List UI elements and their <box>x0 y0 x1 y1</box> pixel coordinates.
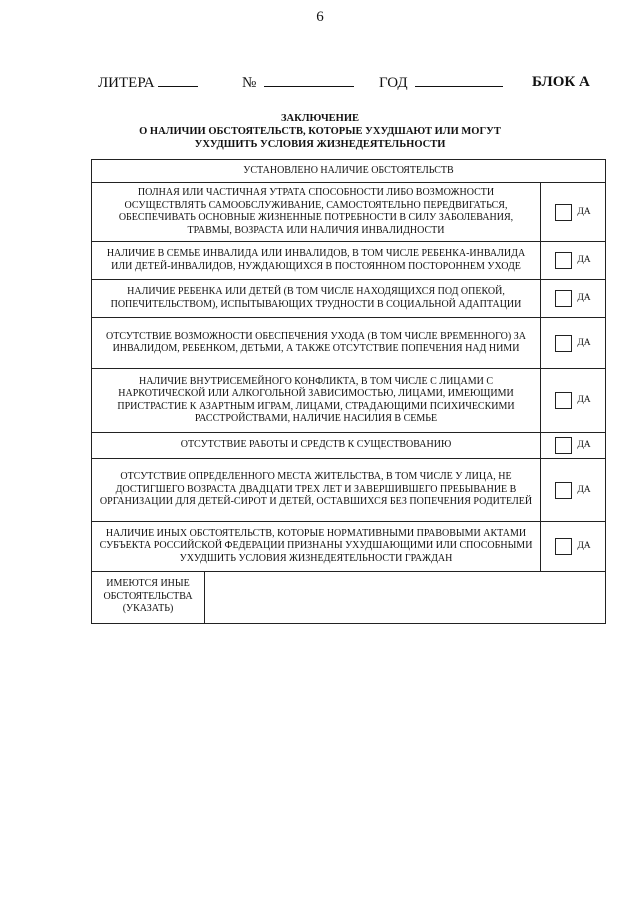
yes-checkbox[interactable] <box>555 437 572 454</box>
yes-label: ДА <box>577 255 591 266</box>
number-input-line[interactable] <box>264 74 354 87</box>
table-row <box>92 369 606 433</box>
litera-label: ЛИТЕРА <box>98 75 155 91</box>
table-row <box>92 242 606 280</box>
row-text: ПОЛНАЯ ИЛИ ЧАСТИЧНАЯ УТРАТА СПОСОБНОСТИ ЛИБО ВОЗМОЖНОСТИ ОСУЩЕСТВЛЯТЬ САМООБСЛУЖИВАНИЕ, САМОСТОЯТЕЛЬНО ПЕРЕДВИГАТЬСЯ, ОБЕСПЕЧИВАТЬ ОСНОВНЫЕ ЖИЗНЕННЫЕ ПОТРЕБНОСТИ В СИЛУ ЗАБОЛЕВАНИЯ, ТРАВМЫ, ВОЗРАСТА ИЛИ НАЛИЧИЯ ИНВАЛИДНОСТИ <box>92 183 541 242</box>
yes-checkbox[interactable] <box>555 392 572 409</box>
number-label: № <box>242 75 257 91</box>
yes-checkbox[interactable] <box>555 290 572 307</box>
yes-label: ДА <box>577 206 591 217</box>
table-row <box>92 459 606 522</box>
litera-input-line[interactable] <box>158 74 198 87</box>
yes-label: ДА <box>577 440 591 451</box>
table-row <box>92 280 606 318</box>
row-text: ОТСУТСТВИЕ РАБОТЫ И СРЕДСТВ К СУЩЕСТВОВАНИЮ <box>92 433 541 459</box>
other-circumstances-field[interactable] <box>205 572 606 624</box>
number-field <box>242 74 354 92</box>
table-row <box>92 433 606 459</box>
yes-label: ДА <box>577 541 591 552</box>
page-number: 6 <box>316 9 324 25</box>
litera-field <box>98 74 198 92</box>
row-text: ОТСУТСТВИЕ ОПРЕДЕЛЕННОГО МЕСТА ЖИТЕЛЬСТВА, В ТОМ ЧИСЛЕ У ЛИЦА, НЕ ДОСТИГШЕГО ВОЗРАСТА ДВАДЦАТИ ТРЕХ ЛЕТ И ЗАВЕРШИВШЕГО ПРЕБЫВАНИЕ В ОРГАНИЗАЦИИ ДЛЯ ДЕТЕЙ-СИРОТ И ДЕТЕЙ, ОСТАВШИХСЯ БЕЗ ПОПЕЧЕНИЯ РОДИТЕЛЕЙ <box>92 459 541 522</box>
yes-label: ДА <box>577 337 591 348</box>
title-line-1: ЗАКЛЮЧЕНИЕ <box>280 113 360 124</box>
year-field <box>379 74 503 92</box>
yes-checkbox[interactable] <box>555 252 572 269</box>
year-label: ГОД <box>379 75 408 91</box>
other-circumstances-row <box>92 572 606 624</box>
yes-checkbox[interactable] <box>555 482 572 499</box>
table-header: УСТАНОВЛЕНО НАЛИЧИЕ ОБСТОЯТЕЛЬСТВ <box>92 160 606 183</box>
document-title <box>0 112 640 151</box>
row-text: НАЛИЧИЕ ИНЫХ ОБСТОЯТЕЛЬСТВ, КОТОРЫЕ НОРМАТИВНЫМИ ПРАВОВЫМИ АКТАМИ СУБЪЕКТА РОССИЙСКОЙ ФЕДЕРАЦИИ ПРИЗНАНЫ УХУДШАЮЩИМИ ИЛИ СПОСОБНЫМИ УХУДШИТЬ УСЛОВИЯ ЖИЗНЕДЕЯТЕЛЬНОСТИ ГРАЖДАН <box>92 522 541 572</box>
title-line-3: УХУДШИТЬ УСЛОВИЯ ЖИЗНЕДЕЯТЕЛЬНОСТИ <box>194 139 446 150</box>
block-label: БЛОК А <box>532 74 590 90</box>
yes-checkbox[interactable] <box>555 538 572 555</box>
yes-label: ДА <box>577 395 591 406</box>
yes-checkbox[interactable] <box>555 335 572 352</box>
year-input-line[interactable] <box>415 74 503 87</box>
yes-label: ДА <box>577 293 591 304</box>
row-text: НАЛИЧИЕ В СЕМЬЕ ИНВАЛИДА ИЛИ ИНВАЛИДОВ, В ТОМ ЧИСЛЕ РЕБЕНКА-ИНВАЛИДА ИЛИ ДЕТЕЙ-ИНВАЛИДОВ, НУЖДАЮЩИХСЯ В ПОСТОЯННОМ ПОСТОРОННЕМ УХОДЕ <box>92 242 541 280</box>
row-text: ОТСУТСТВИЕ ВОЗМОЖНОСТИ ОБЕСПЕЧЕНИЯ УХОДА (В ТОМ ЧИСЛЕ ВРЕМЕННОГО) ЗА ИНВАЛИДОМ, РЕБЕНКОМ, ДЕТЬМИ, А ТАКЖЕ ОТСУТСТВИЕ ПОПЕЧЕНИЯ НАД НИМИ <box>92 318 541 369</box>
table-row <box>92 318 606 369</box>
table-header-row <box>92 160 606 183</box>
yes-label: ДА <box>577 484 591 495</box>
table-row <box>92 183 606 242</box>
row-text: НАЛИЧИЕ ВНУТРИСЕМЕЙНОГО КОНФЛИКТА, В ТОМ ЧИСЛЕ С ЛИЦАМИ С НАРКОТИЧЕСКОЙ ИЛИ АЛКОГОЛЬНОЙ ЗАВИСИМОСТЬЮ, ЛИЦАМИ, ИМЕЮЩИМИ ПРИСТРАСТИЕ К АЗАРТНЫМ ИГРАМ, ЛИЦАМИ, СТРАДАЮЩИМИ ПСИХИЧЕСКИМИ РАССТРОЙСТВАМИ, НАЛИЧИЕ НАСИЛИЯ В СЕМЬЕ <box>92 369 541 433</box>
other-circumstances-label: ИМЕЮТСЯ ИНЫЕ ОБСТОЯТЕЛЬСТВА (УКАЗАТЬ) <box>92 572 205 624</box>
circumstances-table <box>91 159 606 624</box>
table-row <box>92 522 606 572</box>
yes-checkbox[interactable] <box>555 204 572 221</box>
title-line-2: О НАЛИЧИИ ОБСТОЯТЕЛЬСТВ, КОТОРЫЕ УХУДШАЮТ ИЛИ МОГУТ <box>139 126 501 137</box>
row-text: НАЛИЧИЕ РЕБЕНКА ИЛИ ДЕТЕЙ (В ТОМ ЧИСЛЕ НАХОДЯЩИХСЯ ПОД ОПЕКОЙ, ПОПЕЧИТЕЛЬСТВОМ), ИСПЫТЫВАЮЩИХ ТРУДНОСТИ В СОЦИАЛЬНОЙ АДАПТАЦИИ <box>92 280 541 318</box>
